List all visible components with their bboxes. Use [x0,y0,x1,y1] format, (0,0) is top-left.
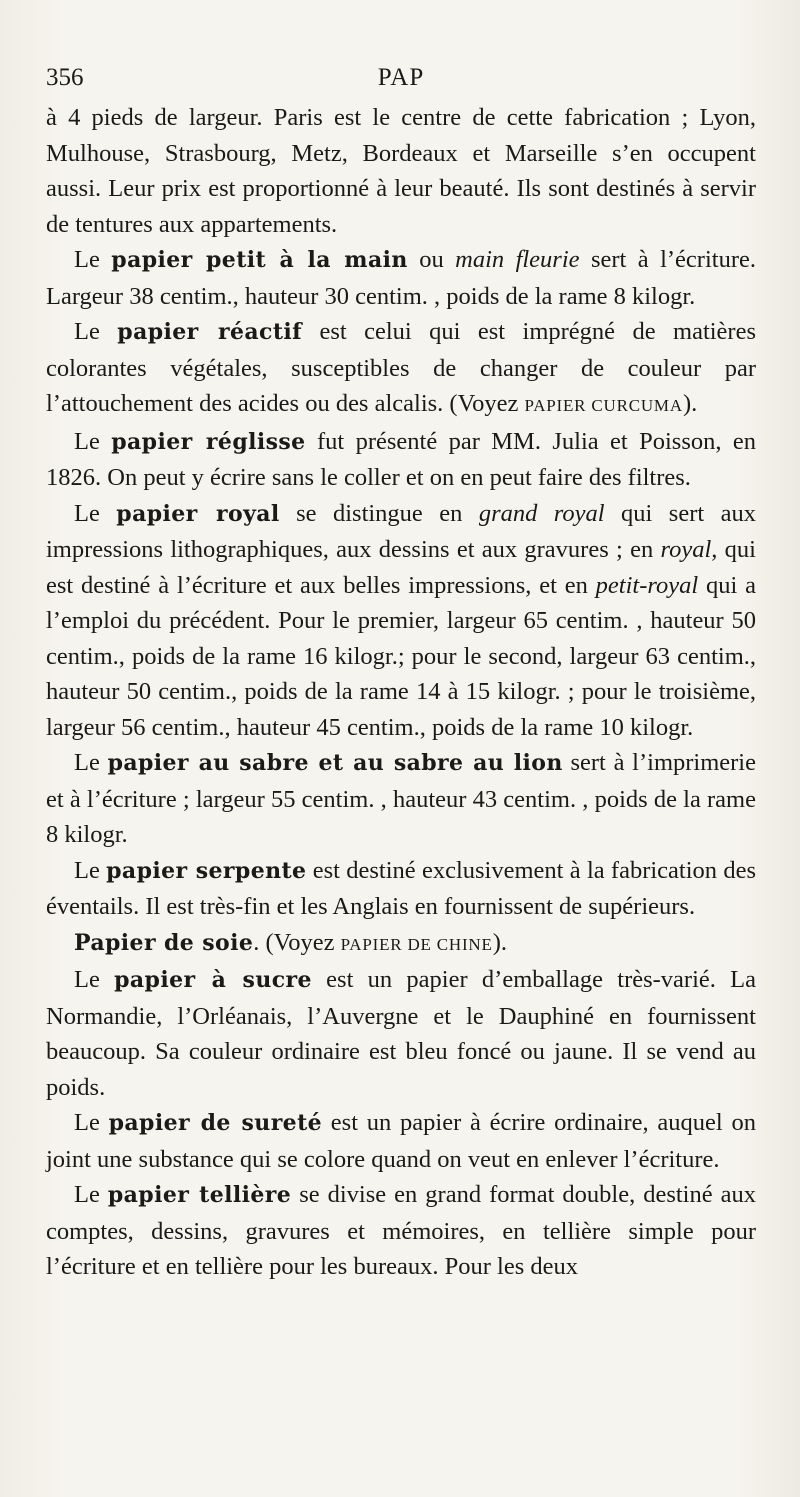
body-text-run: Le [74,966,115,993]
italic-term: royal, [660,536,718,563]
body-text-run: est celui qui est imprégné de matières colorantes végétales, susceptibles de changer de couleur par l’attouchement des acides ou des alcalis. (Voyez [46,318,757,417]
paragraph [46,242,756,314]
cross-reference: PAPIER DE CHINE [340,934,493,954]
entry-heading: papier réactif [117,319,303,345]
paragraph [46,314,756,424]
paragraph [46,496,756,746]
body-text-run: sert à l’imprimerie et à l’écriture ; largeur 55 centim. , hauteur 43 centim. , poids de la rame 8 kilogr. [46,749,756,848]
body-text-run: Le [74,318,118,345]
paragraph [46,1177,756,1285]
body-text-run: qui a l’emploi du précédent. Pour le premier, largeur 65 centim. , hauteur 50 centim., poids de la rame 16 kilogr.; pour le second, largeur 63 centim., hauteur 50 centim., poids de la rame 14 à 15 kilogr. ; pour le troisième, largeur 56 centim., hauteur 45 centim., poids de la rame 10 kilogr. [46,571,756,741]
body-text-run: est un papier d’emballage très-varié. La Normandie, l’Orléanais, l’Auvergne et le Dauphiné en fournissent beaucoup. Sa couleur ordinaire est bleu foncé ou jaune. Il se vend au poids. [46,966,756,1101]
entry-heading: Papier de soie [74,929,254,956]
body-text-run: Le [74,856,107,884]
cross-reference: PAPIER CURCUMA [524,396,683,415]
body-text-run: ). [492,928,507,956]
entry-heading: papier petit à la main [111,247,408,273]
paragraph [46,853,756,925]
page-number: 356 [46,64,84,91]
running-head [46,62,756,100]
paragraph [46,100,756,242]
body-text-run: Le [74,749,108,776]
body-text-run: fut présenté par MM. Julia et Poisson, en 1826. On peut y écrire sans le coller et on en peut faire des filtres. [46,427,756,491]
body-text-run: ). [682,390,698,417]
body-text-run: Le [74,1109,109,1136]
body-text-run: . (Voyez [253,928,341,956]
italic-term: grand royal [478,499,605,527]
paragraph [46,745,756,853]
body-text [46,100,756,1285]
italic-term: petit-royal [595,571,699,599]
body-text-run: Le [74,427,112,455]
body-text-run: ou [407,246,456,273]
entry-heading: papier serpente [106,857,307,884]
body-text-run: est un papier à écrire ordinaire, auquel on joint une substance qui se colore quand on veut en enlever l’écriture. [46,1109,756,1173]
body-text-run: à 4 pieds de largeur. Paris est le centre de cette fabrication ; Lyon, Mulhouse, Strasbourg, Metz, Bordeaux et Marseille s’en occupent aussi. Leur prix est proportionné à leur beauté. Ils sont destinés à servir de tentures aux appartements. [46,104,756,238]
entry-heading: papier tellière [107,1182,292,1208]
running-title: PAP [377,64,425,91]
body-text-run: Le [74,246,112,273]
entry-heading: papier au sabre et au sabre au lion [107,750,563,776]
body-text-run: se distingue en [279,499,479,527]
body-text-run: Le [74,499,117,527]
entry-heading: papier royal [116,500,280,527]
paragraph [46,424,756,496]
body-text-run: Le [74,1181,108,1208]
paragraph [46,962,756,1105]
body-text-run: est destiné exclusivement à la fabrication des éventails. Il est très-fin et les Anglais en fournissent de supérieurs. [46,856,756,920]
italic-term: main fleurie [455,246,580,273]
entry-heading: papier à sucre [114,967,312,993]
entry-heading: papier réglisse [111,428,306,455]
paragraph [46,925,756,963]
paragraph [46,1105,756,1177]
body-text-run: qui est destiné à l’écriture et aux belles impressions, et en [46,536,756,599]
body-text-run: sert à l’écriture. Largeur 38 centim., hauteur 30 centim. , poids de la rame 8 kilogr. [46,246,756,310]
body-text-run: qui sert aux impressions lithographiques, aux dessins et aux gravures ; en [46,499,756,563]
body-text-run: se divise en grand format double, destiné aux comptes, dessins, gravures et mémoires, en tellière simple pour l’écriture et en tellière pour les bureaux. Pour les deux [46,1181,756,1280]
entry-heading: papier de sureté [108,1110,323,1136]
